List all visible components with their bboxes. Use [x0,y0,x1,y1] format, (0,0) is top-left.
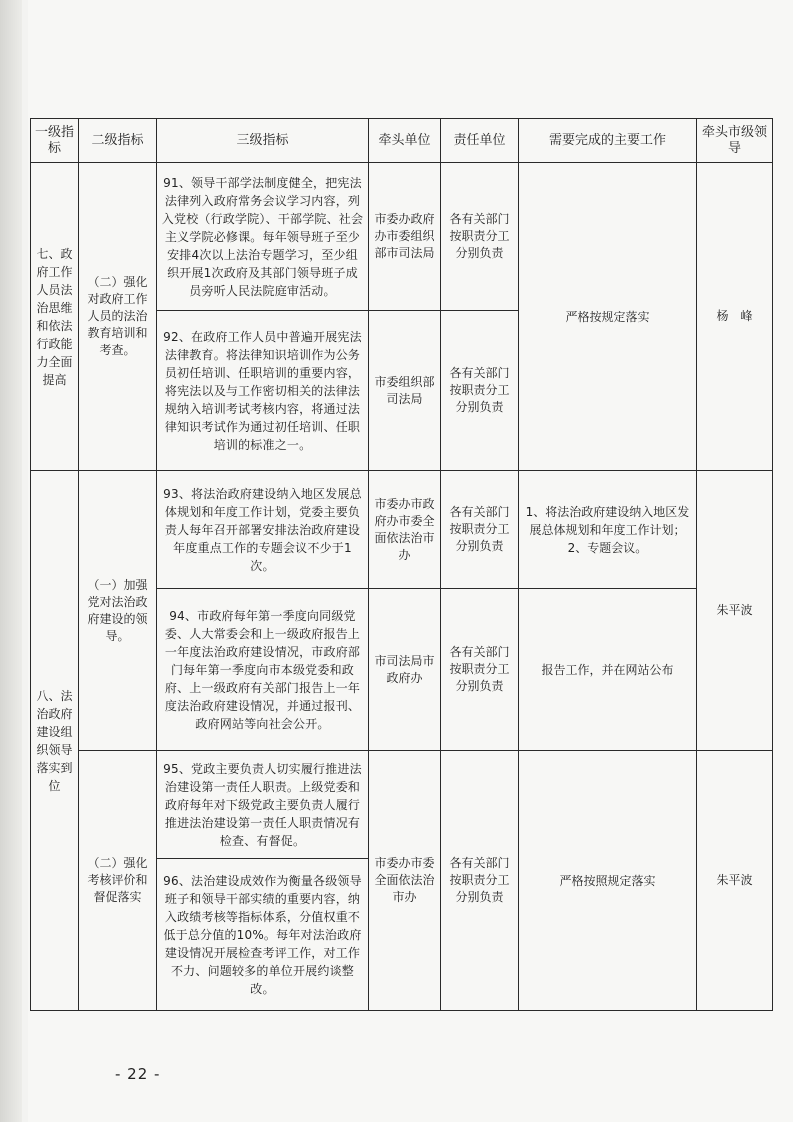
responsible-unit-cell: 各有关部门按职责分工分别负责 [441,751,519,1011]
lead-unit-cell: 市委办市委全面依法治市办 [369,751,441,1011]
main-work-cell: 严格按规定落实 [519,163,697,471]
level2-cell: （二）强化考核评价和督促落实 [79,751,157,1011]
header-level1: 一级指标 [31,119,79,163]
level1-cell: 七、政府工作人员法治思维和依法行政能力全面提高 [31,163,79,471]
leader-cell: 朱平波 [697,751,773,1011]
table-row [31,163,773,311]
level2-cell: （二）强化对政府工作人员的法治教育培训和考查。 [79,163,157,471]
main-work-cell: 严格按照规定落实 [519,751,697,1011]
header-lead-unit: 牵头单位 [369,119,441,163]
page-number: - 22 - [115,1065,161,1083]
header-level3: 三级指标 [157,119,369,163]
item-91: 91、领导干部学法制度健全，把宪法法律列入政府常务会议学习内容，列入党校（行政学院）、干部学院、社会主义学院必修课。每年领导班子至少安排4次以上法治专题学习，至少组织开展1次政府及其部门领导班子成员旁听人民法院庭审活动。 [157,163,369,311]
main-work-cell: 1、将法治政府建设纳入地区发展总体规划和年度工作计划；2、专题会议。 [519,471,697,589]
responsible-unit-cell: 各有关部门按职责分工分别负责 [441,163,519,311]
lead-unit-cell: 市委办市政府办市委全面依法治市办 [369,471,441,589]
table-row [31,751,773,859]
header-main-work: 需要完成的主要工作 [519,119,697,163]
main-work-cell: 报告工作，并在网站公布 [519,589,697,751]
task-table [30,118,773,1011]
level2-cell: （一）加强党对法治政府建设的领导。 [79,471,157,751]
lead-unit-cell: 市司法局市政府办 [369,589,441,751]
header-row [31,119,773,163]
leader-cell: 朱平波 [697,471,773,751]
header-level2: 二级指标 [79,119,157,163]
item-94: 94、市政府每年第一季度向同级党委、人大常委会和上一级政府报告上一年度法治政府建设情况，市政府部门每年第一季度向市本级党委和政府、上一级政府有关部门报告上一年度法治政府建设情况，并通过报刊、政府网站等向社会公开。 [157,589,369,751]
item-92: 92、在政府工作人员中普遍开展宪法法律教育。将法律知识培训作为公务员初任培训、任职培训的重要内容，将宪法以及与工作密切相关的法律法规纳入培训考试考核内容，将通过法律知识考试作为通过初任培训、任职培训的标准之一。 [157,311,369,471]
table-row [31,471,773,589]
responsible-unit-cell: 各有关部门按职责分工分别负责 [441,589,519,751]
header-leader: 牵头市级领导 [697,119,773,163]
responsible-unit-cell: 各有关部门按职责分工分别负责 [441,311,519,471]
lead-unit-cell: 市委办政府办市委组织部市司法局 [369,163,441,311]
item-93: 93、将法治政府建设纳入地区发展总体规划和年度工作计划，党委主要负责人每年召开部署安排法治政府建设年度重点工作的专题会议不少于1次。 [157,471,369,589]
scan-edge [0,0,22,1122]
leader-cell: 杨 峰 [697,163,773,471]
level1-cell: 八、法治政府建设组织领导落实到位 [31,471,79,1011]
item-95: 95、党政主要负责人切实履行推进法治建设第一责任人职责。上级党委和政府每年对下级党政主要负责人履行推进法治建设第一责任人职责情况有检查、有督促。 [157,751,369,859]
item-96: 96、法治建设成效作为衡量各级领导班子和领导干部实绩的重要内容，纳入政绩考核等指标体系，分值权重不低于总分值的10%。每年对法治政府建设情况开展检查考评工作，对工作不力、问题较多的单位开展约谈整改。 [157,859,369,1011]
responsible-unit-cell: 各有关部门按职责分工分别负责 [441,471,519,589]
header-responsible-unit: 责任单位 [441,119,519,163]
lead-unit-cell: 市委组织部司法局 [369,311,441,471]
